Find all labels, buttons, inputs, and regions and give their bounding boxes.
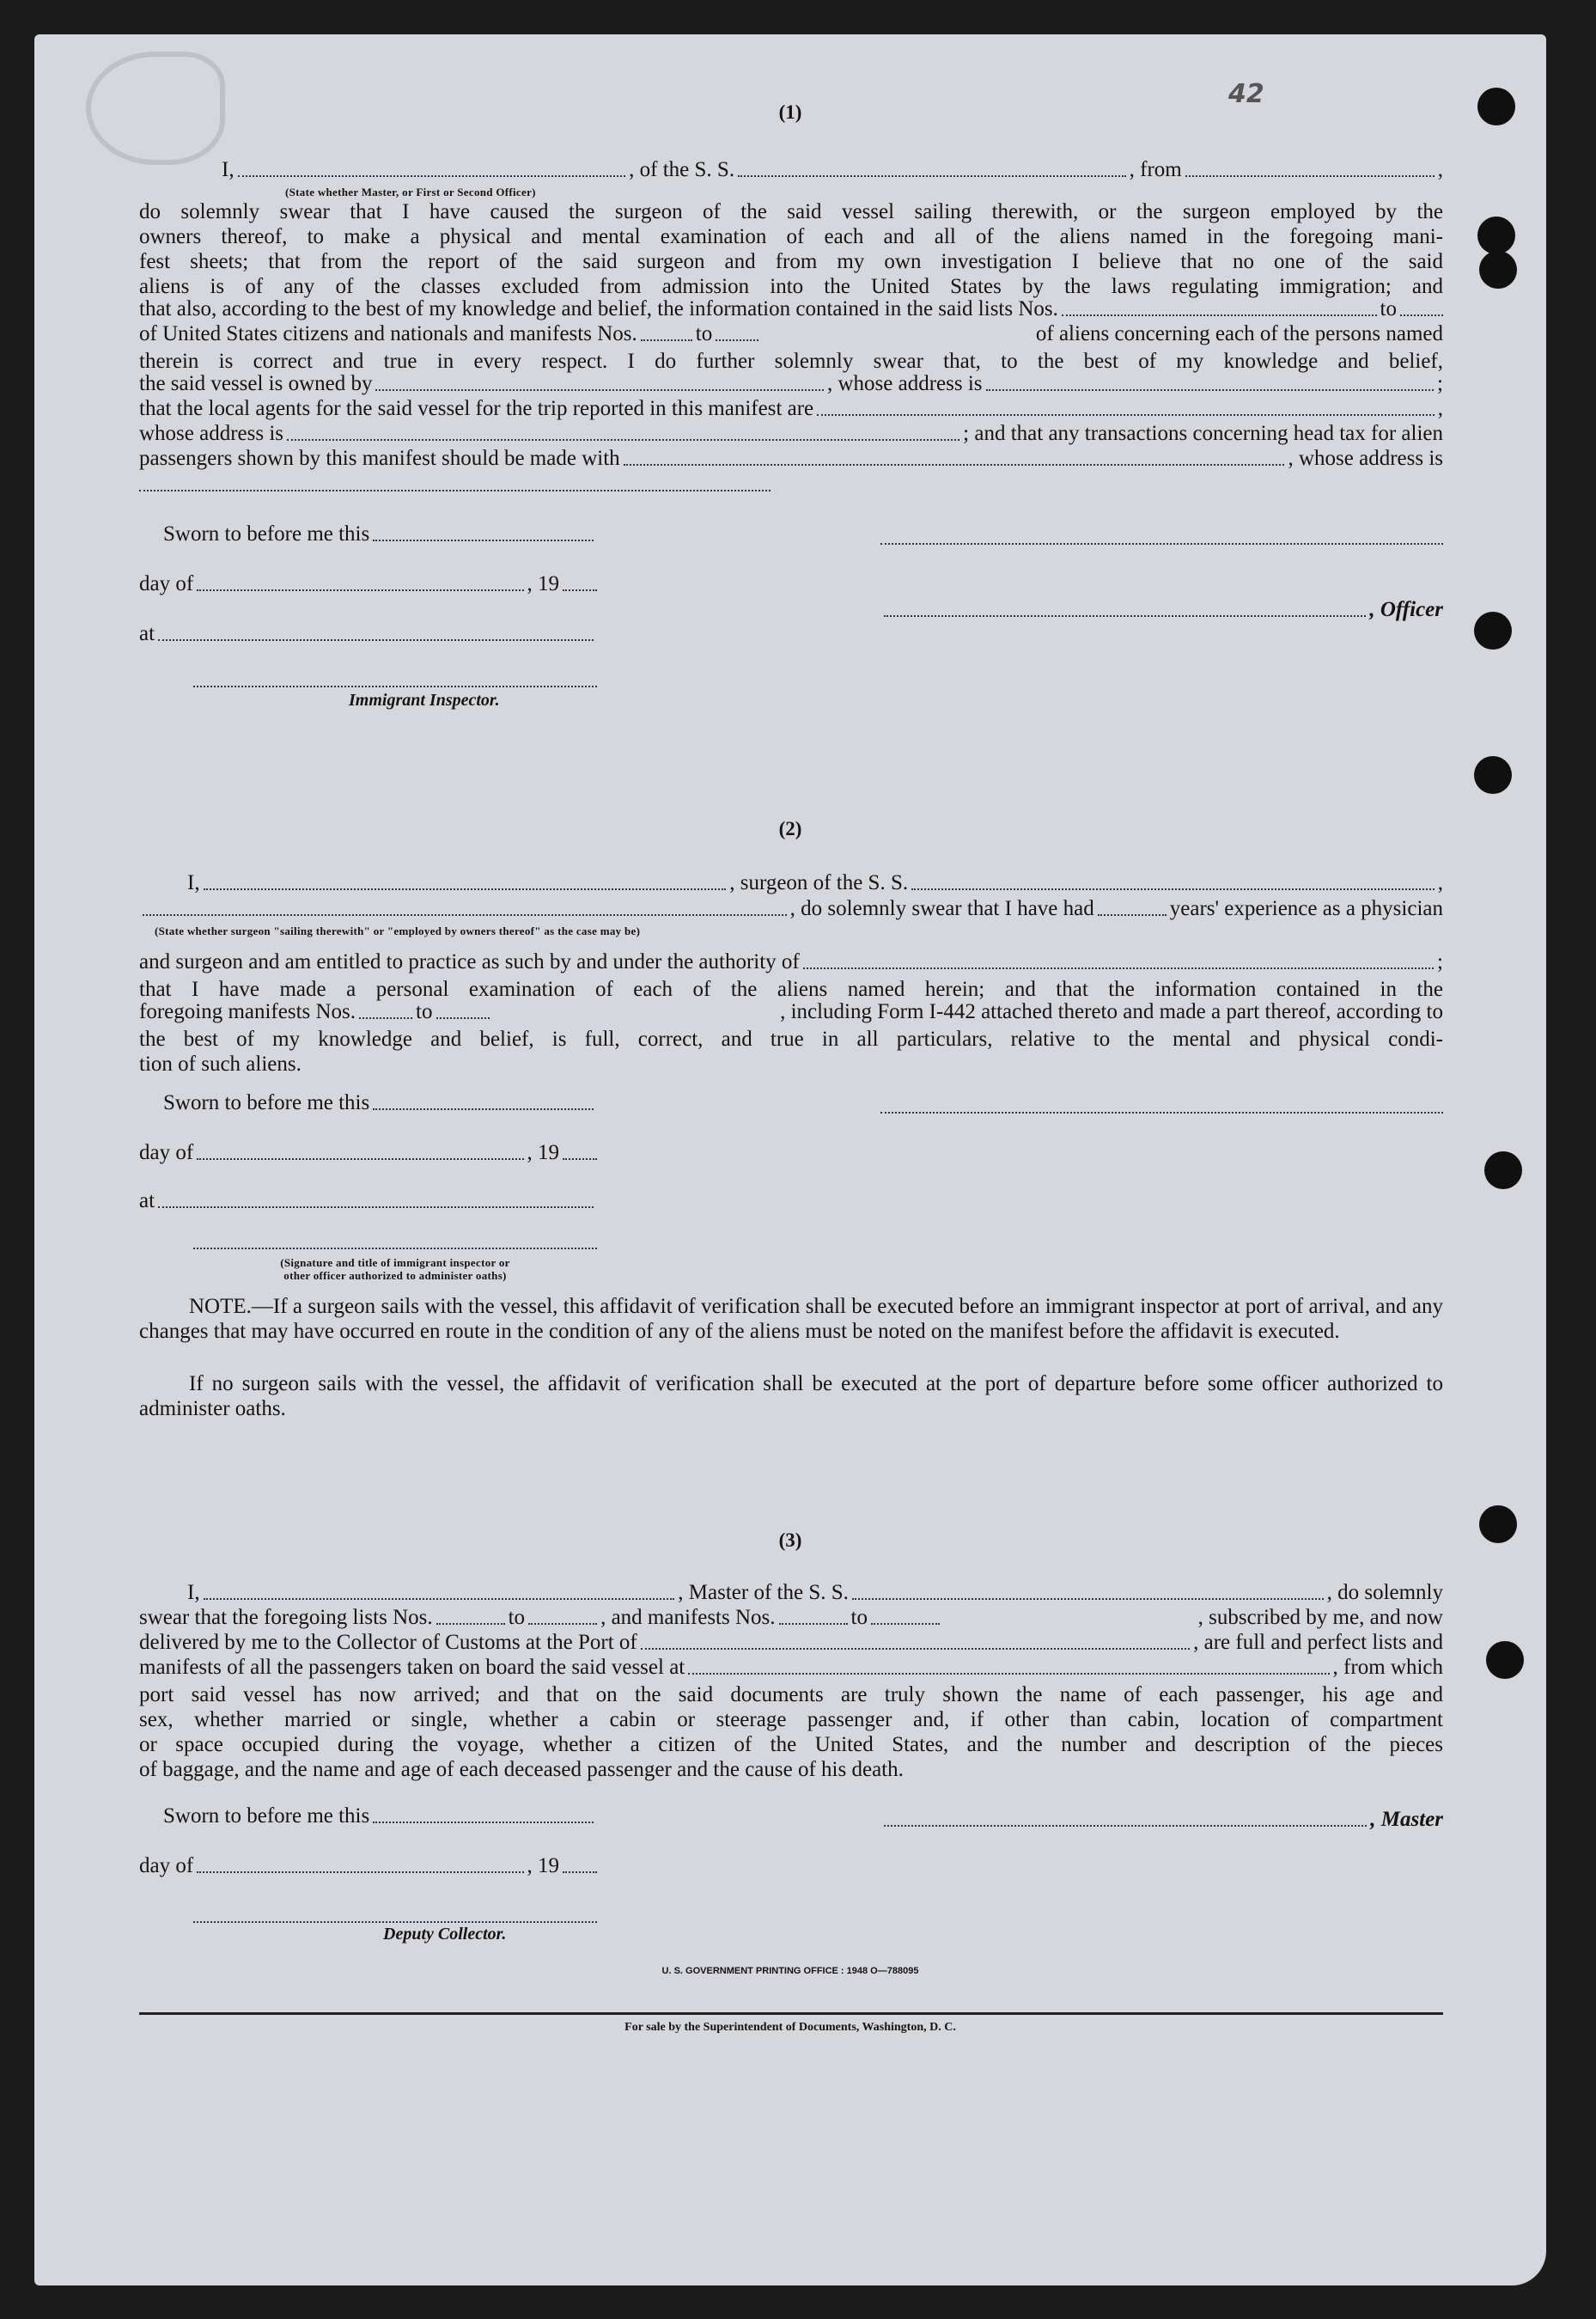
text: I, <box>187 1581 200 1604</box>
punch-hole <box>1484 1151 1522 1189</box>
sec1-text-l1: do solemnly swear that I have caused the surgeon of the said vessel sailing therewith, or the surgeon employed by the <box>139 200 1443 223</box>
text: Sworn to before me this <box>163 522 370 546</box>
blank-field <box>158 639 594 641</box>
text: years' experience as a physician <box>1169 897 1443 920</box>
blank-field <box>373 1822 594 1823</box>
blank-field <box>563 1871 597 1873</box>
sec1-text-l7: therein is correct and true in every respect. I do further solemnly swear that, to the best of my knowledge and belief, <box>139 350 1443 373</box>
blank-field <box>563 1158 597 1160</box>
sec1-line8 <box>139 370 1443 396</box>
blank-field <box>375 389 824 391</box>
sec2-day-of <box>139 1139 597 1165</box>
sec1-day-of <box>139 571 597 596</box>
text: swear that the foregoing lists Nos. <box>139 1606 433 1629</box>
sec2-at <box>139 1187 597 1213</box>
blank-field <box>197 589 523 591</box>
blank-field <box>641 1648 1190 1650</box>
text: to <box>850 1606 868 1629</box>
blank-field <box>158 1206 594 1208</box>
text: , <box>1437 397 1443 420</box>
blank-field <box>197 1158 523 1160</box>
blank-field <box>373 1108 594 1110</box>
corner-handwriting: 42 <box>1228 79 1264 109</box>
text: manifests of all the passengers taken on board the said vessel at <box>139 1656 685 1679</box>
officer-caption: (State whether Master, or First or Second Officer) <box>285 186 536 198</box>
text: ; <box>1437 372 1443 395</box>
blank-field <box>528 1623 597 1625</box>
sec1-officer-line <box>880 596 1443 622</box>
punch-hole <box>1474 756 1512 794</box>
text: of aliens concerning each of the persons named <box>1035 322 1443 345</box>
sec3-line4 <box>139 1654 1443 1680</box>
text: Sworn to before me this <box>163 1091 370 1114</box>
section-2-number: (2) <box>778 818 802 839</box>
blank-field <box>143 914 787 916</box>
signature-line <box>880 1112 1443 1114</box>
sec3-day-of <box>139 1852 597 1878</box>
text: day of <box>139 1854 194 1877</box>
text: the said vessel is owned by <box>139 372 373 395</box>
sec2-text-l6: the best of my knowledge and belief, is full, correct, and true in all particulars, relative to the mental and physical condi- <box>139 1028 1443 1051</box>
blank-field <box>1062 314 1377 316</box>
text: delivered by me to the Collector of Customs at the Port of <box>139 1631 637 1654</box>
sec3-master-line <box>880 1806 1443 1832</box>
sec3-text-l5: port said vessel has now arrived; and that on the said documents are truly shown the name of each passenger, his age and <box>139 1683 1443 1706</box>
blank-field <box>238 175 626 177</box>
text: whose address is <box>139 422 284 445</box>
master-label: , Master <box>1370 1808 1443 1831</box>
text: , including Form I-442 attached thereto and made a part thereof, according to <box>780 1000 1443 1023</box>
sec1-text-l3: fest sheets; that from the report of the said surgeon and from my own investigation I believe that no one of the said <box>139 250 1443 273</box>
sec1-line5 <box>139 296 1443 321</box>
blank-field <box>871 1623 940 1625</box>
blank-field <box>817 414 1435 416</box>
caption-line: (Signature and title of immigrant inspector or <box>280 1256 510 1269</box>
blank-field <box>803 967 1434 969</box>
blank-field <box>1098 914 1167 916</box>
note-2: If no surgeon sails with the vessel, the affidavit of verification shall be executed at the port of departure before some officer authorized to administer oaths. <box>139 1372 1443 1420</box>
blank-field <box>1400 314 1443 316</box>
blank-field <box>563 589 597 591</box>
text: , whose address is <box>1288 447 1443 470</box>
text: to <box>695 322 713 345</box>
signature-line <box>880 543 1443 545</box>
text: , <box>1437 871 1444 894</box>
blank-field <box>204 888 727 890</box>
text: that also, according to the best of my knowledge and belief, the information contained in the said lists Nos. <box>139 297 1058 320</box>
signature-line <box>193 1248 597 1249</box>
blank-field <box>197 1871 523 1873</box>
sec1-line1 <box>139 156 1443 182</box>
blank-field <box>641 339 692 341</box>
text: I, <box>187 871 200 894</box>
text: , Master of the S. S. <box>678 1581 849 1604</box>
blank-field <box>986 389 1435 391</box>
blank-field <box>204 1598 675 1600</box>
sec1-text-l4: aliens is of any of the classes excluded from admission into the United States by the laws regulating immigration; and <box>139 275 1443 298</box>
blank-field <box>436 1017 490 1019</box>
signature-caption <box>206 1256 584 1282</box>
text: to <box>1380 297 1397 320</box>
signature-line <box>884 615 1366 617</box>
sec3-text-l8: of baggage, and the name and age of each deceased passenger and the cause of his death. <box>139 1758 904 1781</box>
sec2-text-l4: that I have made a personal examination of each of the aliens named herein; and that the information contained in the <box>139 978 1443 1001</box>
blank-field <box>139 490 771 491</box>
officer-label: , Officer <box>1369 598 1443 621</box>
surgeon-caption: (State whether surgeon "sailing therewith" or "employed by owners thereof" as the case may be) <box>155 925 641 937</box>
gpo-imprint: U. S. GOVERNMENT PRINTING OFFICE : 1948 O—788095 <box>661 1966 919 1976</box>
for-sale-notice: For sale by the Superintendent of Documents, Washington, D. C. <box>624 2021 956 2034</box>
text: , are full and perfect lists and <box>1193 1631 1443 1654</box>
text: , <box>1437 158 1443 181</box>
text: foregoing manifests Nos. <box>139 1000 356 1023</box>
blank-field <box>779 1623 848 1625</box>
blank-field <box>738 175 1126 177</box>
sec3-line2 <box>139 1604 1443 1630</box>
text: at <box>139 622 155 645</box>
sec1-at <box>139 620 597 646</box>
text: passengers shown by this manifest should be made with <box>139 447 620 470</box>
blank-field <box>373 540 594 541</box>
sec1-line11 <box>139 445 1443 471</box>
text: Sworn to before me this <box>163 1804 370 1828</box>
text: , 19 <box>527 572 559 595</box>
text: day of <box>139 1141 194 1164</box>
sec2-line1 <box>139 870 1443 895</box>
section-1-number: (1) <box>778 101 802 123</box>
footer-rule <box>139 2012 1443 2015</box>
text: , subscribed by me, and now <box>1197 1606 1443 1629</box>
text: , surgeon of the S. S. <box>729 871 909 894</box>
text: ; <box>1437 950 1443 973</box>
punch-hole <box>1486 1641 1524 1679</box>
text: at <box>139 1189 155 1212</box>
blank-field <box>852 1598 1324 1600</box>
text: , do solemnly <box>1326 1581 1444 1604</box>
text: , whose address is <box>827 372 983 395</box>
sec3-text-l6: sex, whether married or single, whether a cabin or steerage passenger and, if other than cabin, location of compartment <box>139 1708 1443 1731</box>
sec1-line9 <box>139 395 1443 421</box>
sec3-sworn <box>163 1803 597 1828</box>
sec2-line5 <box>139 998 1443 1024</box>
sec2-line3 <box>139 949 1443 974</box>
blank-field <box>911 888 1435 890</box>
text: , from which <box>1332 1656 1443 1679</box>
sec1-text-l2: owners thereof, to make a physical and mental examination of each and all of the aliens named in the foregoing mani- <box>139 225 1443 248</box>
section-3-number: (3) <box>778 1529 802 1551</box>
blank-field <box>624 464 1285 466</box>
text: and surgeon and am entitled to practice as such by and under the authority of <box>139 950 800 973</box>
blank-field <box>1185 175 1435 177</box>
text: , do solemnly swear that I have had <box>789 897 1094 920</box>
text: to <box>416 1000 433 1023</box>
text: day of <box>139 572 194 595</box>
sec3-line3 <box>139 1629 1443 1655</box>
document-page <box>34 34 1546 2285</box>
text: , of the S. S. <box>629 158 735 181</box>
punch-hole <box>1474 612 1512 650</box>
signature-line <box>884 1825 1367 1827</box>
text: I, <box>222 158 235 181</box>
sec2-text-l7: tion of such aliens. <box>139 1053 302 1076</box>
blank-field <box>688 1673 1329 1675</box>
text: to <box>508 1606 526 1629</box>
deputy-collector-label: Deputy Collector. <box>383 1925 507 1944</box>
text: that the local agents for the said vessel for the trip reported in this manifest are <box>139 397 814 420</box>
sec2-line2 <box>139 895 1443 921</box>
caption-line: other officer authorized to administer oaths) <box>283 1269 507 1282</box>
sec3-line1 <box>139 1579 1443 1605</box>
sec1-sworn <box>163 521 597 546</box>
blank-field <box>359 1017 412 1019</box>
blank-field <box>287 439 959 441</box>
sec1-line10 <box>139 420 1443 446</box>
text: , and manifests Nos. <box>600 1606 776 1629</box>
sec1-line6 <box>139 320 1443 346</box>
immigrant-inspector-label: Immigrant Inspector. <box>349 691 500 710</box>
sec3-text-l7: or space occupied during the voyage, whether a citizen of the United States, and the number and description of the pieces <box>139 1733 1443 1756</box>
sec2-sworn <box>163 1089 597 1115</box>
text: , 19 <box>527 1141 559 1164</box>
signature-line <box>193 1921 597 1923</box>
text: , 19 <box>527 1854 559 1877</box>
punch-hole <box>1477 217 1515 254</box>
blank-field <box>716 339 758 341</box>
text: , from <box>1129 158 1182 181</box>
text: of United States citizens and nationals and manifests Nos. <box>139 322 637 345</box>
signature-line <box>193 686 597 687</box>
text: ; and that any transactions concerning head tax for alien <box>963 422 1443 445</box>
blank-field <box>436 1623 505 1625</box>
punch-hole <box>1479 251 1517 289</box>
note-1: NOTE.—If a surgeon sails with the vessel, this affidavit of verification shall be executed before an immigrant inspector at port of arrival, and any changes that may have occurred en route in the condition of any of the aliens must be noted on the manifest before the affidavit is executed. <box>139 1295 1443 1343</box>
